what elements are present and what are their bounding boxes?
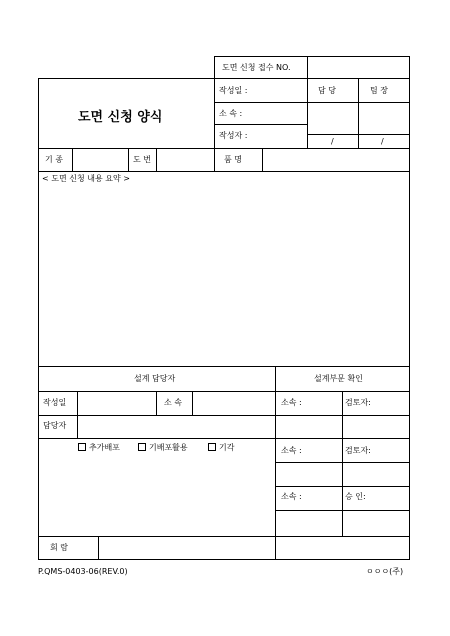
team-leader-sign-field[interactable] — [359, 103, 409, 133]
option-reuse-distribution[interactable]: 기배포활용 — [138, 443, 188, 453]
divider — [275, 486, 410, 487]
design-date-field[interactable] — [78, 392, 156, 414]
divider — [38, 366, 410, 367]
item-name-label: 품 명 — [224, 155, 242, 164]
form-title: 도면 신청 양식 — [78, 110, 163, 125]
divider — [128, 148, 129, 171]
divider — [214, 148, 215, 171]
option-reject[interactable]: 기각 — [208, 443, 234, 453]
summary-textarea[interactable] — [39, 184, 409, 365]
confirm-dept-label: 소속 : — [281, 398, 302, 407]
confirm-role-label: 검토자: — [345, 446, 371, 455]
divider — [307, 134, 410, 135]
summary-label: < 도면 신청 내용 요약 > — [42, 174, 130, 183]
approver-sign-field[interactable] — [276, 511, 409, 535]
reply-field[interactable] — [99, 537, 274, 559]
manager-label: 담 당 — [318, 86, 336, 95]
date-slash: / — [381, 137, 384, 146]
date-label: 작성일 : — [219, 86, 248, 95]
confirm-sign-field[interactable] — [276, 463, 409, 485]
receipt-no-label: 도면 신청 접수 NO. — [222, 63, 291, 72]
company-name: ㅇㅇㅇ(주) — [366, 567, 404, 576]
reply-label: 회 람 — [50, 543, 68, 552]
divider — [38, 171, 410, 172]
option-add-distribution[interactable]: 추가배포 — [78, 443, 120, 453]
design-dept-field[interactable] — [193, 392, 274, 414]
design-date-label: 작성일 — [43, 398, 67, 407]
design-person-label: 담당자 — [43, 421, 67, 430]
design-person-field[interactable] — [78, 416, 274, 437]
model-label: 기 종 — [45, 155, 63, 164]
form-code: P.QMS-0403-06(REV.0) — [38, 567, 128, 576]
dept-label: 소 속 : — [219, 109, 243, 118]
design-dept-label: 소 속 — [164, 398, 182, 407]
checkbox-icon — [138, 443, 146, 451]
divider — [214, 78, 215, 148]
confirm-sign-field[interactable] — [276, 416, 409, 437]
receipt-no-field[interactable] — [308, 57, 409, 78]
checkbox-icon — [208, 443, 216, 451]
manager-sign-field[interactable] — [308, 103, 357, 133]
date-slash: / — [331, 137, 334, 146]
approver-label: 승 인: — [345, 492, 366, 501]
design-header: 설계 담당자 — [134, 374, 176, 383]
confirm-dept-label: 소속 : — [281, 492, 302, 501]
item-name-field[interactable] — [263, 149, 409, 170]
team-leader-label: 팀 장 — [370, 86, 388, 95]
drawing-no-label: 도 번 — [133, 155, 151, 164]
writer-label: 작성자 : — [219, 131, 248, 140]
confirm-header: 설계부문 확인 — [314, 374, 363, 383]
model-field[interactable] — [73, 149, 128, 170]
confirm-role-label: 검토자: — [345, 398, 371, 407]
divider — [38, 438, 410, 439]
divider — [214, 102, 308, 103]
drawing-no-field[interactable] — [157, 149, 213, 170]
divider — [214, 124, 308, 125]
checkbox-icon — [78, 443, 86, 451]
divider — [156, 391, 157, 415]
confirm-dept-label: 소속 : — [281, 446, 302, 455]
